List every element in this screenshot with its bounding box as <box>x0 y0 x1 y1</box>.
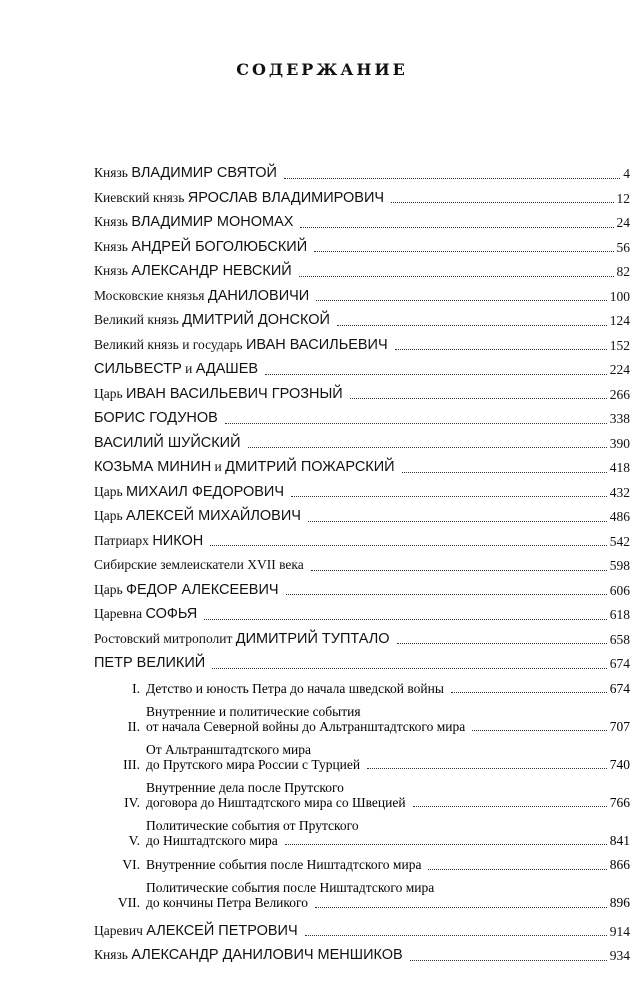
entry-name: АЛЕКСЕЙ МИХАЙЛОВИЧ <box>126 508 301 525</box>
chapter-number: III. <box>123 756 140 772</box>
chapter-body <box>146 781 630 811</box>
chapter-number: VII. <box>117 895 140 911</box>
dot-leader <box>410 960 607 961</box>
chapter-last-line <box>146 757 630 773</box>
entry-name: ДАНИЛОВИЧИ <box>207 287 310 304</box>
dot-leader <box>285 844 607 845</box>
entry-name: ПЕТР ВЕЛИКИЙ <box>94 655 206 672</box>
page-number: 934 <box>609 948 630 964</box>
entry-name: ДМИТРИЙ ДОНСКОЙ <box>182 312 330 329</box>
entry-name: ВЛАДИМИР СВЯТОЙ <box>131 165 277 182</box>
toc-entry[interactable] <box>94 550 630 575</box>
page-number: 432 <box>609 484 630 500</box>
dot-leader <box>311 570 607 571</box>
toc-entry[interactable] <box>94 379 630 404</box>
dot-leader <box>225 423 607 424</box>
page-number: 658 <box>609 631 630 647</box>
chapter-title-line-2: договора до Ништадтского мира со Швецией <box>146 794 406 810</box>
toc-final-entries <box>94 916 630 965</box>
entry-name-2: ДМИТРИЙ ПОЖАРСКИЙ <box>225 459 395 476</box>
toc-entry-title <box>94 580 282 599</box>
dot-leader <box>314 251 613 252</box>
chapter-last-line <box>146 895 630 911</box>
toc-entry-title <box>94 506 304 525</box>
entry-name: ВЛАДИМИР МОНОМАХ <box>131 214 294 231</box>
page-number: 841 <box>609 832 630 848</box>
chapter-body <box>146 743 630 773</box>
entry-prefix: Царевич <box>94 922 147 938</box>
chapter-entry[interactable] <box>94 735 630 773</box>
dot-leader <box>300 227 613 228</box>
toc-entry-title <box>94 384 346 403</box>
entry-prefix: Князь <box>94 947 132 963</box>
toc-entry-title <box>94 482 287 501</box>
page-number: 486 <box>609 509 630 525</box>
entry-prefix: Великий князь и государь <box>94 336 246 352</box>
chapter-title-line-2: Детство и юность Петра до начала шведской войны <box>146 680 444 696</box>
dot-leader <box>337 325 607 326</box>
toc-entry[interactable] <box>94 232 630 257</box>
entry-name: ИВАН ВАСИЛЬЕВИЧ <box>245 336 388 353</box>
dot-leader <box>413 806 607 807</box>
toc-entry-title <box>94 286 312 305</box>
toc-entry-title <box>94 335 391 354</box>
dot-leader <box>472 730 607 731</box>
chapter-title-line-1: Политические события после Ништадтского мира <box>146 880 435 896</box>
dot-leader <box>305 935 607 936</box>
chapter-title-line-1: От Альтранштадтского мира <box>146 741 312 757</box>
page-number: 606 <box>609 582 630 598</box>
dot-leader <box>428 869 606 870</box>
page-number: 707 <box>609 718 630 734</box>
entry-name: АЛЕКСЕЙ ПЕТРОВИЧ <box>146 922 298 939</box>
toc-peter-chapters <box>94 673 630 912</box>
toc-entry-title <box>94 261 295 280</box>
page-number: 224 <box>609 362 630 378</box>
entry-prefix: Царь <box>94 385 127 401</box>
toc-entry[interactable] <box>94 501 630 526</box>
dot-leader <box>350 398 607 399</box>
chapter-number: VI. <box>122 857 140 873</box>
page-number: 56 <box>616 239 630 255</box>
entry-name: АЛЕКСАНДР НЕВСКИЙ <box>131 263 292 280</box>
toc-entry[interactable] <box>94 330 630 355</box>
entry-prefix: Царь <box>94 508 127 524</box>
entry-prefix: Царь <box>94 483 127 499</box>
page-number: 100 <box>609 288 630 304</box>
entry-prefix: Киевский князь <box>94 189 188 205</box>
page-number: 266 <box>609 386 630 402</box>
chapter-number: IV. <box>124 794 140 810</box>
toc-entry-title <box>94 555 307 574</box>
page-number: 674 <box>609 656 630 672</box>
chapter-last-line <box>146 795 630 811</box>
chapter-entry[interactable] <box>94 773 630 811</box>
entry-prefix: Царевна <box>94 606 146 622</box>
toc-entry[interactable] <box>94 452 630 477</box>
page-number: 4 <box>623 166 630 182</box>
page-number: 766 <box>609 794 630 810</box>
page-number: 12 <box>616 190 630 206</box>
chapter-title-line-2: Внутренние события после Ништадтского мира <box>146 857 422 873</box>
toc-entry[interactable] <box>94 940 630 965</box>
chapter-entry[interactable] <box>94 849 630 874</box>
toc-main-entries <box>94 158 630 673</box>
chapter-last-line <box>146 719 630 735</box>
page-number: 418 <box>609 460 630 476</box>
toc-entry[interactable] <box>94 624 630 649</box>
chapter-last-line <box>146 681 630 697</box>
entry-name: НИКОН <box>152 532 204 549</box>
entry-prefix: Князь <box>94 214 132 230</box>
chapter-title-line-2: до кончины Петра Великого <box>146 895 308 911</box>
entry-name: АНДРЕЙ БОГОЛЮБСКИЙ <box>131 238 308 255</box>
dot-leader <box>212 668 607 669</box>
toc-entry-title <box>94 921 301 940</box>
toc-entry-title <box>94 531 206 550</box>
dot-leader <box>265 374 607 375</box>
toc-entry[interactable] <box>94 599 630 624</box>
dot-leader <box>308 521 607 522</box>
table-of-contents <box>94 158 630 965</box>
toc-entry-title <box>94 237 310 256</box>
entry-name: ДИМИТРИЙ ТУПТАЛО <box>235 630 390 647</box>
entry-name: СОФЬЯ <box>145 606 198 623</box>
entry-prefix: Сибирские землеискатели XVII века <box>94 557 304 573</box>
toc-entry[interactable] <box>94 575 630 600</box>
page-number: 152 <box>609 337 630 353</box>
dot-leader <box>291 496 607 497</box>
chapter-title-line-2: до Ништадтского мира <box>146 832 278 848</box>
chapter-title-line-1: Внутренние и политические события <box>146 703 361 719</box>
entry-name: БОРИС ГОДУНОВ <box>94 410 218 427</box>
toc-entry-title <box>94 188 387 207</box>
toc-entry[interactable] <box>94 526 630 551</box>
toc-entry-title <box>94 457 398 476</box>
page-number: 24 <box>616 215 630 231</box>
toc-entry-title <box>94 163 280 182</box>
entry-name-2: АДАШЕВ <box>195 361 259 378</box>
chapter-number: V. <box>128 832 140 848</box>
toc-entry[interactable] <box>94 158 630 183</box>
chapter-title-line-1: Политические события от Прутского <box>146 817 359 833</box>
page-number: 740 <box>609 756 630 772</box>
entry-name: ЯРОСЛАВ ВЛАДИМИРОВИЧ <box>187 189 385 206</box>
toc-entry[interactable] <box>94 916 630 941</box>
entry-prefix: Патриарх <box>94 532 153 548</box>
entry-name: СИЛЬВЕСТР <box>94 361 182 378</box>
chapter-body <box>146 881 630 911</box>
dot-leader <box>315 907 607 908</box>
toc-entry-title <box>94 433 244 452</box>
chapter-title-line-1: Внутренние дела после Прутского <box>146 779 344 795</box>
entry-prefix: Великий князь <box>94 312 183 328</box>
chapter-body <box>146 705 630 735</box>
dot-leader <box>402 472 607 473</box>
chapter-last-line <box>146 833 630 849</box>
entry-name: АЛЕКСАНДР ДАНИЛОВИЧ МЕНШИКОВ <box>131 947 403 964</box>
page-number: 124 <box>609 313 630 329</box>
toc-entry-title <box>94 310 333 329</box>
chapter-last-line <box>146 857 630 873</box>
dot-leader <box>367 768 607 769</box>
dot-leader <box>248 447 607 448</box>
toc-entry[interactable] <box>94 354 630 379</box>
page-number: 866 <box>609 857 630 873</box>
toc-entry-title <box>94 653 208 672</box>
toc-entry[interactable] <box>94 648 630 673</box>
entry-name: ИВАН ВАСИЛЬЕВИЧ ГРОЗНЫЙ <box>126 385 343 402</box>
toc-entry[interactable] <box>94 305 630 330</box>
toc-entry[interactable] <box>94 477 630 502</box>
chapter-entry[interactable] <box>94 697 630 735</box>
chapter-entry[interactable] <box>94 811 630 849</box>
page-number: 598 <box>609 558 630 574</box>
toc-entry-title <box>94 359 261 378</box>
toc-entry[interactable] <box>94 183 630 208</box>
chapter-body <box>146 681 630 697</box>
dot-leader <box>451 692 607 693</box>
entry-prefix: Князь <box>94 263 132 279</box>
page-number: 914 <box>609 923 630 939</box>
entry-name: МИХАИЛ ФЕДОРОВИЧ <box>126 483 285 500</box>
chapter-title-line-2: от начала Северной войны до Альтранштадтского мира <box>146 718 466 734</box>
chapter-entry[interactable] <box>94 673 630 698</box>
entry-prefix: Царь <box>94 581 127 597</box>
toc-entry[interactable] <box>94 207 630 232</box>
toc-entry[interactable] <box>94 428 630 453</box>
dot-leader <box>286 594 607 595</box>
toc-entry-title <box>94 212 296 231</box>
entry-conjunction: и <box>181 361 196 377</box>
dot-leader <box>210 545 607 546</box>
chapter-title-line-2: до Прутского мира России с Турцией <box>146 756 361 772</box>
dot-leader <box>395 349 607 350</box>
toc-entry-title <box>94 408 221 427</box>
page-number: 390 <box>609 435 630 451</box>
entry-prefix: Князь <box>94 238 132 254</box>
toc-entry[interactable] <box>94 281 630 306</box>
dot-leader <box>299 276 614 277</box>
page-number: 338 <box>609 411 630 427</box>
entry-prefix: Князь <box>94 165 132 181</box>
toc-entry[interactable] <box>94 403 630 428</box>
toc-entry-title <box>94 945 406 964</box>
toc-entry-title <box>94 604 200 623</box>
dot-leader <box>284 178 620 179</box>
chapter-number: I. <box>132 680 140 696</box>
dot-leader <box>397 643 607 644</box>
page-number: 618 <box>609 607 630 623</box>
dot-leader <box>316 300 607 301</box>
page-title: СОДЕРЖАНИЕ <box>236 60 408 79</box>
dot-leader <box>391 202 613 203</box>
entry-prefix: Московские князья <box>94 287 208 303</box>
toc-entry-title <box>94 629 393 648</box>
entry-prefix: Ростовский митрополит <box>94 630 236 646</box>
chapter-body <box>146 857 630 873</box>
chapter-number: II. <box>127 718 140 734</box>
entry-name: КОЗЬМА МИНИН <box>94 459 212 476</box>
dot-leader <box>204 619 607 620</box>
chapter-entry[interactable] <box>94 874 630 912</box>
entry-conjunction: и <box>211 459 226 475</box>
entry-name: ФЕДОР АЛЕКСЕЕВИЧ <box>126 581 279 598</box>
page-number: 674 <box>609 680 630 696</box>
page-number: 82 <box>616 264 630 280</box>
chapter-body <box>146 819 630 849</box>
toc-entry[interactable] <box>94 256 630 281</box>
page-number: 542 <box>609 533 630 549</box>
page-number: 896 <box>609 895 630 911</box>
entry-name: ВАСИЛИЙ ШУЙСКИЙ <box>94 434 241 451</box>
